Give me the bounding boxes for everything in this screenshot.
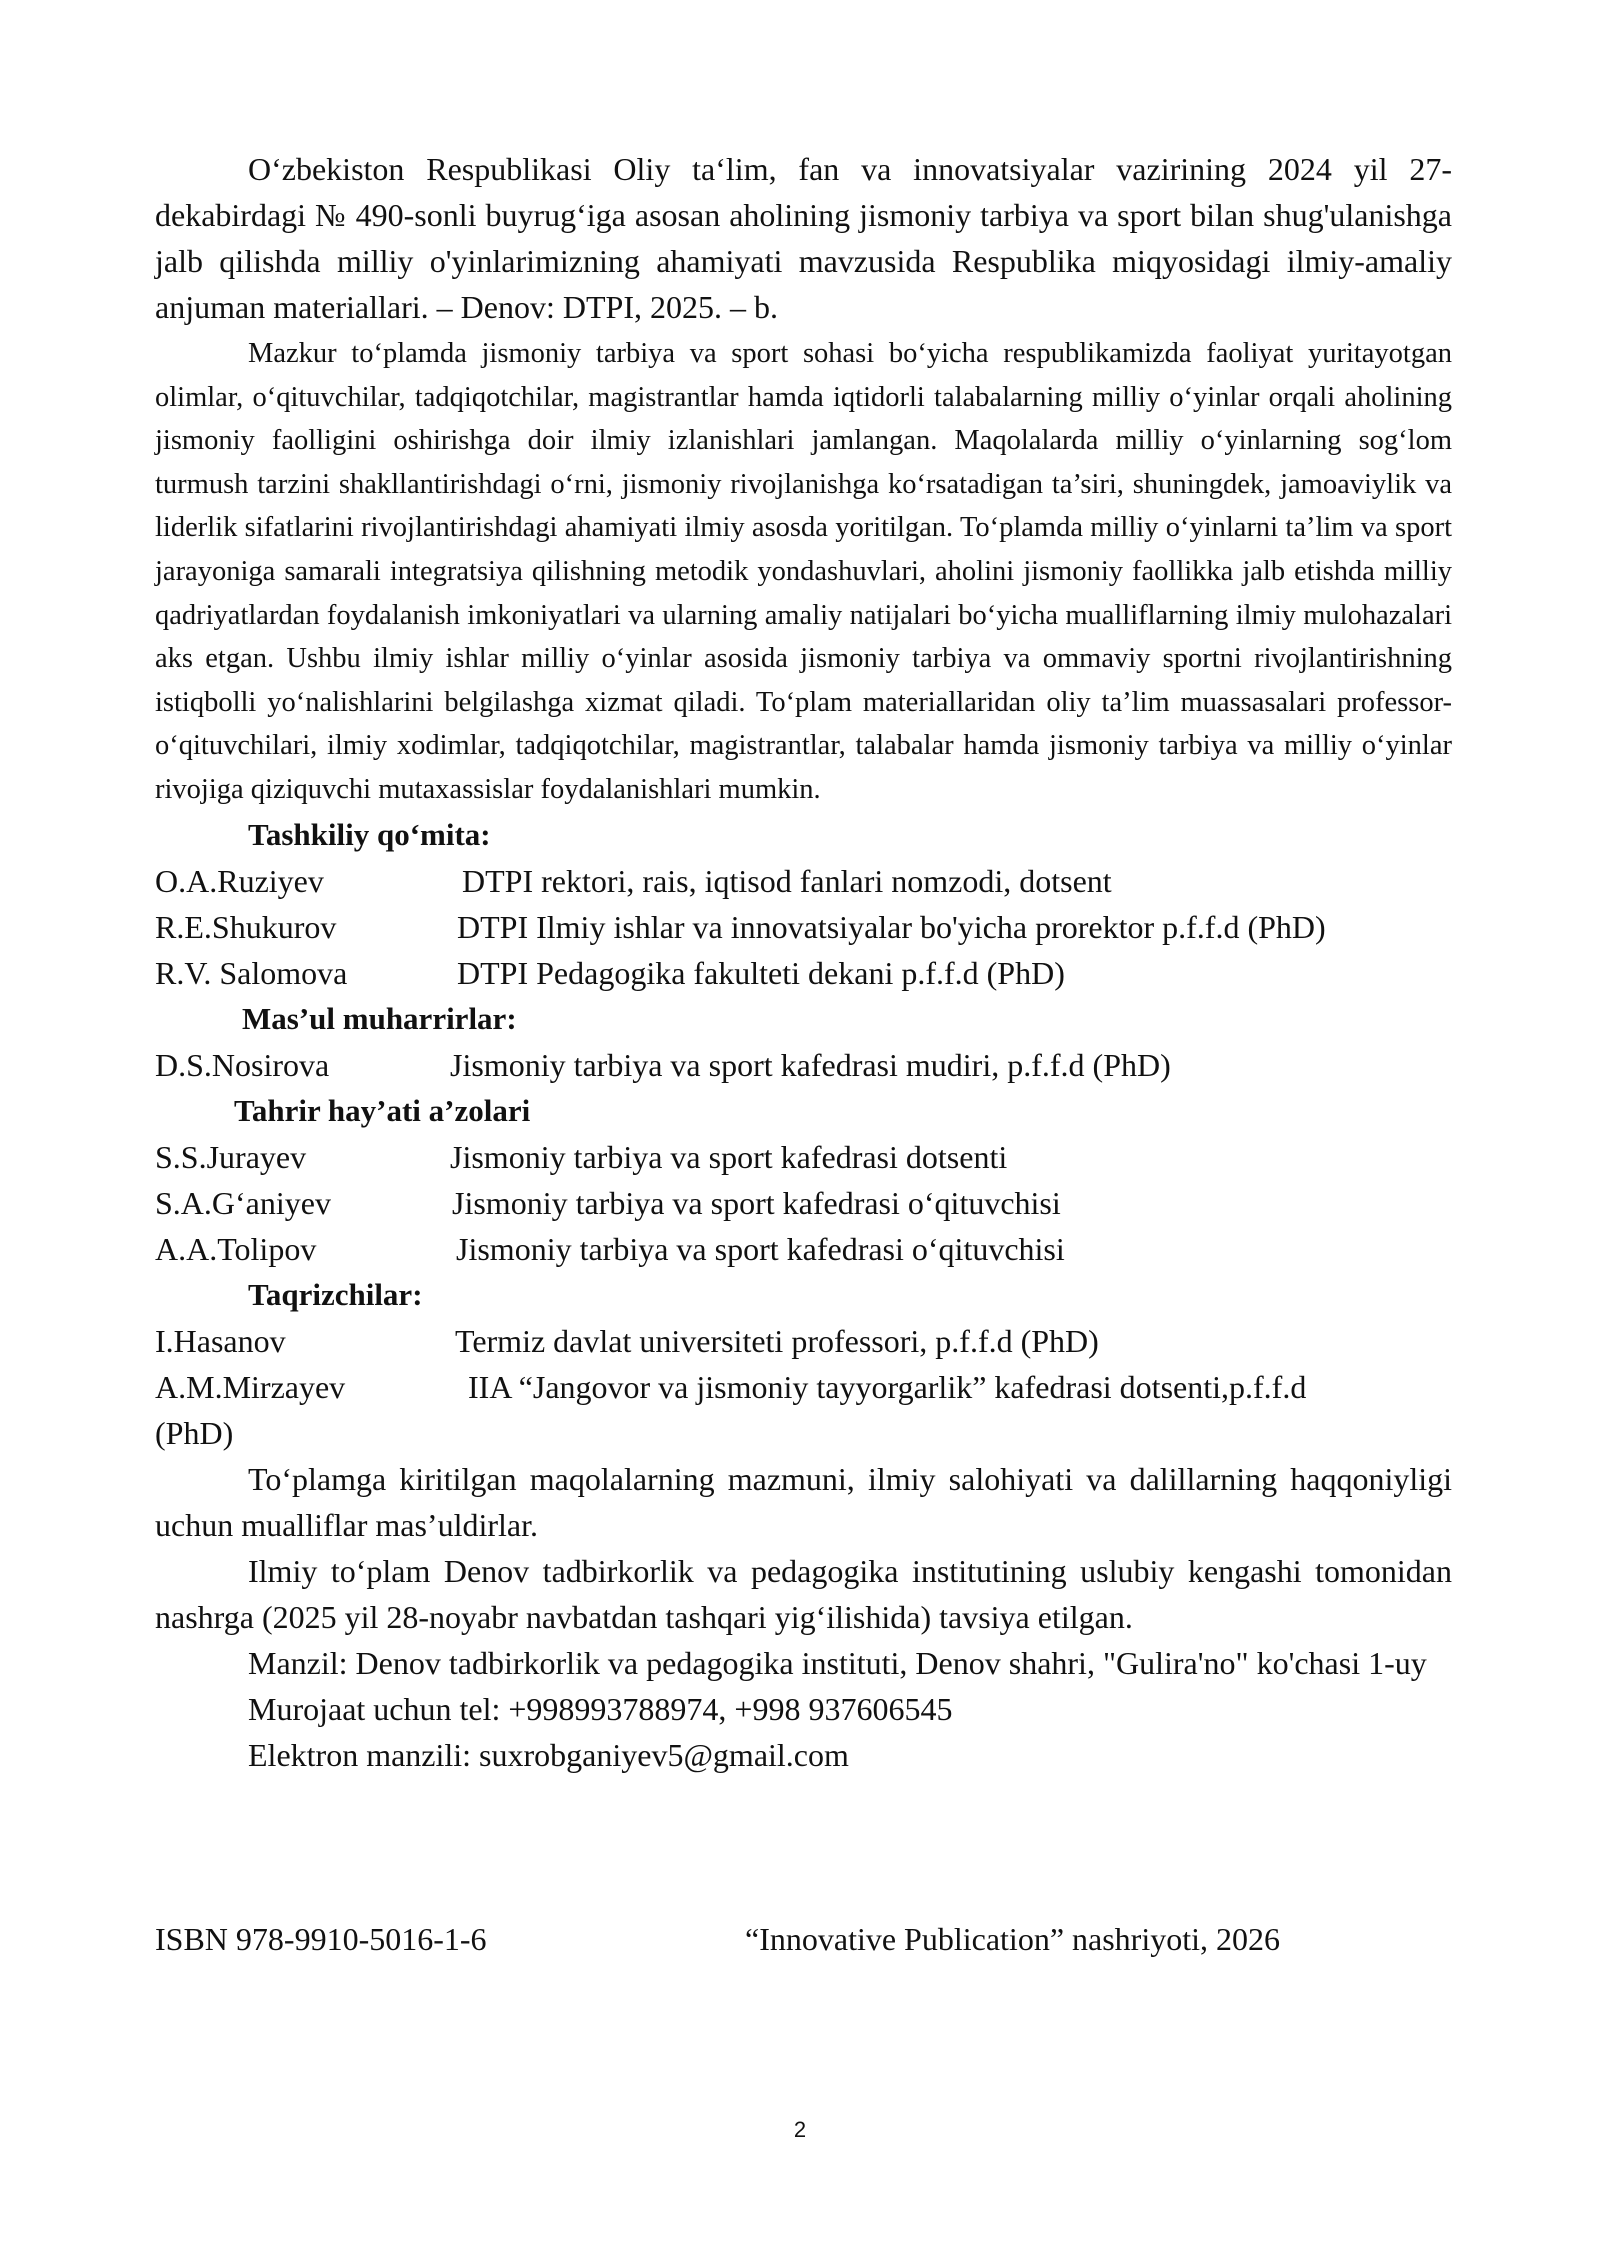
member-role: Jismoniy tarbiya va sport kafedrasi dotsenti <box>450 1138 1008 1175</box>
member-role: DTPI Ilmiy ishlar va innovatsiyalar bo'yicha prorektor p.f.f.d (PhD) <box>457 908 1326 945</box>
abstract-paragraph: Mazkur to‘plamda jismoniy tarbiya va sport sohasi bo‘yicha respublikamizda faoliyat yuritayotgan olimlar, o‘qituvchilar, tadqiqotchilar, magistrantlar hamda iqtidorli talabalarning milliy o‘yinlar orqali aholining jismoniy faolligini oshirishga doir ilmiy izlanishlari jamlangan. Maqolalarda milliy o‘yinlarning sog‘lom turmush tarzini shakllantirishdagi o‘rni, jismoniy rivojlanishga ko‘rsatadigan ta’siri, shuningdek, jamoaviylik va liderlik sifatlarini rivojlantirishdagi ahamiyati ilmiy asosda yoritilgan. To‘plamda milliy o‘yinlarni ta’lim va sport jarayoniga samarali integratsiya qilishning metodik yondashuvlari, aholini jismoniy faollikka jalb etishda milliy qadriyatlardan foydalanish imkoniyatlari va ularning amaliy natijalari bo‘yicha mualliflarning ilmiy mulohazalari aks etgan. Ushbu ilmiy ishlar milliy o‘yinlar asosida jismoniy tarbiya va ommaviy sportni rivojlantirishning istiqbolli yo‘nalishlarini belgilashga xizmat qiladi. To‘plam materiallaridan oliy ta’lim muassasalari professor-o‘qituvchilari, ilmiy xodimlar, tadqiqotchilar, magistrantlar, talabalar hamda jismoniy tarbiya va milliy o‘yinlar rivojiga qiziquvchi mutaxassislar foydalanishlari mumkin. <box>155 338 1452 805</box>
reviewer-wrap <box>155 1410 1452 1456</box>
member-name: S.S.Jurayev <box>155 1138 307 1175</box>
committee-member <box>155 904 1452 950</box>
member-name: S.A.G‘aniyev <box>155 1184 331 1221</box>
board-member <box>155 1180 1452 1226</box>
reviewers-title: Taqrizchilar: <box>248 1276 423 1312</box>
responsibility-paragraph: To‘plamga kiritilgan maqolalarning mazmuni, ilmiy salohiyati va dalillarning haqqoniyligi uchun mualliflar mas’uldirlar. <box>155 1460 1452 1543</box>
publisher: “Innovative Publication” nashriyoti, 2026 <box>745 1921 1280 1957</box>
member-name: D.S.Nosirova <box>155 1046 330 1083</box>
committee-member <box>155 950 1452 996</box>
committee-title: Tashkiliy qo‘mita: <box>248 816 491 852</box>
member-name: R.E.Shukurov <box>155 908 337 945</box>
page-content <box>155 146 1452 1778</box>
member-role: Termiz davlat universiteti professori, p.f.f.d (PhD) <box>455 1322 1099 1359</box>
reviewer-member <box>155 1364 1452 1410</box>
email-line: Elektron manzili: suxrobganiyev5@gmail.com <box>248 1736 849 1773</box>
committee-member <box>155 858 1452 904</box>
lead-paragraph: O‘zbekiston Respublikasi Oliy ta‘lim, fan va innovatsiyalar vazirining 2024 yil 27-dekabirdagi № 490-sonli buyrug‘iga asosan aholining jismoniy tarbiya va sport bilan shug'ulanishga jalb qilishda milliy o'yinlarimizning ahamiyati mavzusida Respublika miqyosidagi ilmiy-amaliy anjuman materiallari. – Denov: DTPI, 2025. – b. <box>155 151 1452 325</box>
address-paragraph: Manzil: Denov tadbirkorlik va pedagogika instituti, Denov shahri, "Gulira'no" ko'chasi 1-uy <box>248 1644 1427 1681</box>
member-name: A.M.Mirzayev <box>155 1368 346 1405</box>
isbn: ISBN 978-9910-5016-1-6 <box>155 1921 487 1957</box>
board-title: Tahrir hay’ati a’zolari <box>234 1092 531 1128</box>
editors-title: Mas’ul muharrirlar: <box>242 1000 517 1036</box>
page-number: 2 <box>793 2117 807 2142</box>
editor-member <box>155 1042 1452 1088</box>
recommendation-paragraph: Ilmiy to‘plam Denov tadbirkorlik va pedagogika institutining uslubiy kengashi tomonidan nashrga (2025 yil 28-noyabr navbatdan tashqari yig‘ilishida) tavsiya etilgan. <box>155 1552 1452 1635</box>
member-role: Jismoniy tarbiya va sport kafedrasi mudiri, p.f.f.d (PhD) <box>450 1046 1171 1083</box>
member-role: Jismoniy tarbiya va sport kafedrasi o‘qituvchisi <box>452 1184 1061 1221</box>
board-member <box>155 1134 1452 1180</box>
member-role: DTPI rektori, rais, iqtisod fanlari nomzodi, dotsent <box>462 862 1112 899</box>
member-role: DTPI Pedagogika fakulteti dekani p.f.f.d (PhD) <box>457 954 1065 991</box>
board-member <box>155 1226 1452 1272</box>
phone-line: Murojaat uchun tel: +998993788974, +998 937606545 <box>248 1690 953 1727</box>
member-role: Jismoniy tarbiya va sport kafedrasi o‘qituvchisi <box>456 1230 1065 1267</box>
member-role: IIA “Jangovor va jismoniy tayyorgarlik” kafedrasi dotsenti,p.f.f.d <box>468 1368 1307 1405</box>
reviewer-wrap-text: (PhD) <box>155 1414 234 1451</box>
reviewer-member <box>155 1318 1452 1364</box>
member-name: O.A.Ruziyev <box>155 862 324 899</box>
member-name: R.V. Salomova <box>155 954 348 991</box>
member-name: I.Hasanov <box>155 1322 286 1359</box>
member-name: A.A.Tolipov <box>155 1230 317 1267</box>
